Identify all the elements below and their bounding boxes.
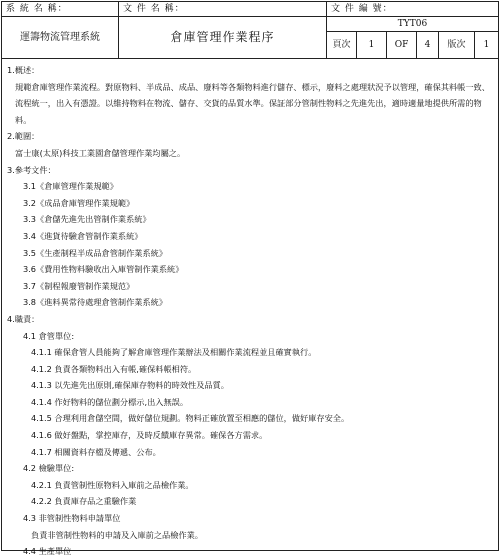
duty-item: 4.1.6 做好盤點，掌控庫存，及時反饋庫存異常。確保各方需求。 [31, 430, 268, 441]
page-number: 1 [357, 32, 387, 58]
section-overview-heading: 1.概述： [7, 65, 40, 75]
duty-item: 4.1.1 確保倉管人員能夠了解倉庫管理作業辦法及相關作業流程並且確實執行。 [31, 347, 317, 358]
document-page [1, 1, 499, 557]
section-scope-heading: 2.範圍： [7, 131, 40, 142]
reference-item: 3.7《制程報廢管制作業規范》 [23, 280, 135, 291]
document-body [2, 59, 498, 560]
system-name-value: 運籌物流管理系統 [20, 32, 100, 43]
non-controlled-unit-text: 負責非管制性物料的申請及入庫前之品檢作業。 [31, 529, 203, 540]
duty-item: 4.1.5 合理利用倉儲空間，做好儲位規劃。物料正確放置至相應的儲位，做好庫存安全。 [31, 413, 350, 424]
of-label: OF [387, 32, 417, 58]
reference-item: 3.3《倉儲先進先出管制作業系統》 [23, 214, 151, 225]
reference-item: 3.8《進料異常待處理倉管制作業系統》 [23, 297, 168, 308]
file-name-caption: 文 件 名 稱： [119, 2, 326, 17]
page-label: 頁次 [327, 32, 357, 58]
document-number-caption: 文 件 編 號： [327, 2, 498, 17]
page-info-row [327, 32, 498, 58]
warehouse-unit-heading: 4.1 倉管單位: [23, 330, 75, 341]
document-number-value: TYT06 [327, 17, 498, 32]
system-name-cell [2, 2, 119, 58]
reference-item: 3.2《成品倉庫管理作業規範》 [23, 197, 135, 208]
document-header [2, 2, 498, 59]
non-controlled-unit-heading: 4.3 非管制性物料申請單位 [23, 513, 121, 524]
revision-label: 版次 [439, 32, 475, 58]
reference-item: 3.1《倉庫管理作業規範》 [23, 181, 118, 192]
section-references-heading: 3.參考文件： [7, 164, 56, 175]
section-duties-heading: 4.職責： [7, 313, 40, 324]
inspection-item: 4.2.2 負責庫存品之重驗作業 [31, 496, 137, 507]
duty-item: 4.1.2 負責各類物料出入有帳,確保料帳相符。 [31, 363, 197, 374]
file-name-cell [119, 2, 327, 58]
inspection-unit-heading: 4.2 檢驗單位: [23, 463, 75, 474]
reference-item: 3.6《費用性物料驗收出入庫管制作業系統》 [23, 264, 184, 275]
system-name-caption: 系 統 名 稱： [2, 2, 118, 17]
page-total: 4 [417, 32, 439, 58]
duty-item: 4.1.3 以先進先出原則,確保庫存物料的時效性及品質。 [31, 380, 229, 391]
file-name-value: 倉庫管理作業程序 [170, 30, 275, 44]
reference-item: 3.4《進貨待驗倉管制作業系統》 [23, 230, 143, 241]
production-unit-heading: 4.4 生產單位 [23, 546, 72, 557]
revision-value: 1 [483, 40, 490, 50]
reference-item: 3.5《生產制程半成品倉管制作業系統》 [23, 247, 168, 258]
duty-item: 4.1.4 作好物料的儲位劃分標示,出入無誤。 [31, 396, 189, 407]
inspection-item: 4.2.1 負責管制性原物料入庫前之品檢作業。 [31, 479, 194, 490]
section-scope-text: 富士康(太原)科技工業園倉儲管理作業均屬之。 [15, 147, 186, 158]
duty-item: 4.1.7 相關資料存檔及傳遞、公布。 [31, 446, 161, 457]
section-overview-text: 規範倉庫管理作業流程。對原物料、半成品、成品、廢料等各類物料進行儲存、標示，廢料之處理狀況予以管理，確保其料帳一致、流程統一，出入有憑證。以維持物料在物流、儲存、交貨的品質水準。保証部分管制性物料之先進先出，適時適量地提供所需的物料。 [15, 81, 490, 125]
document-number-cell [327, 2, 498, 58]
